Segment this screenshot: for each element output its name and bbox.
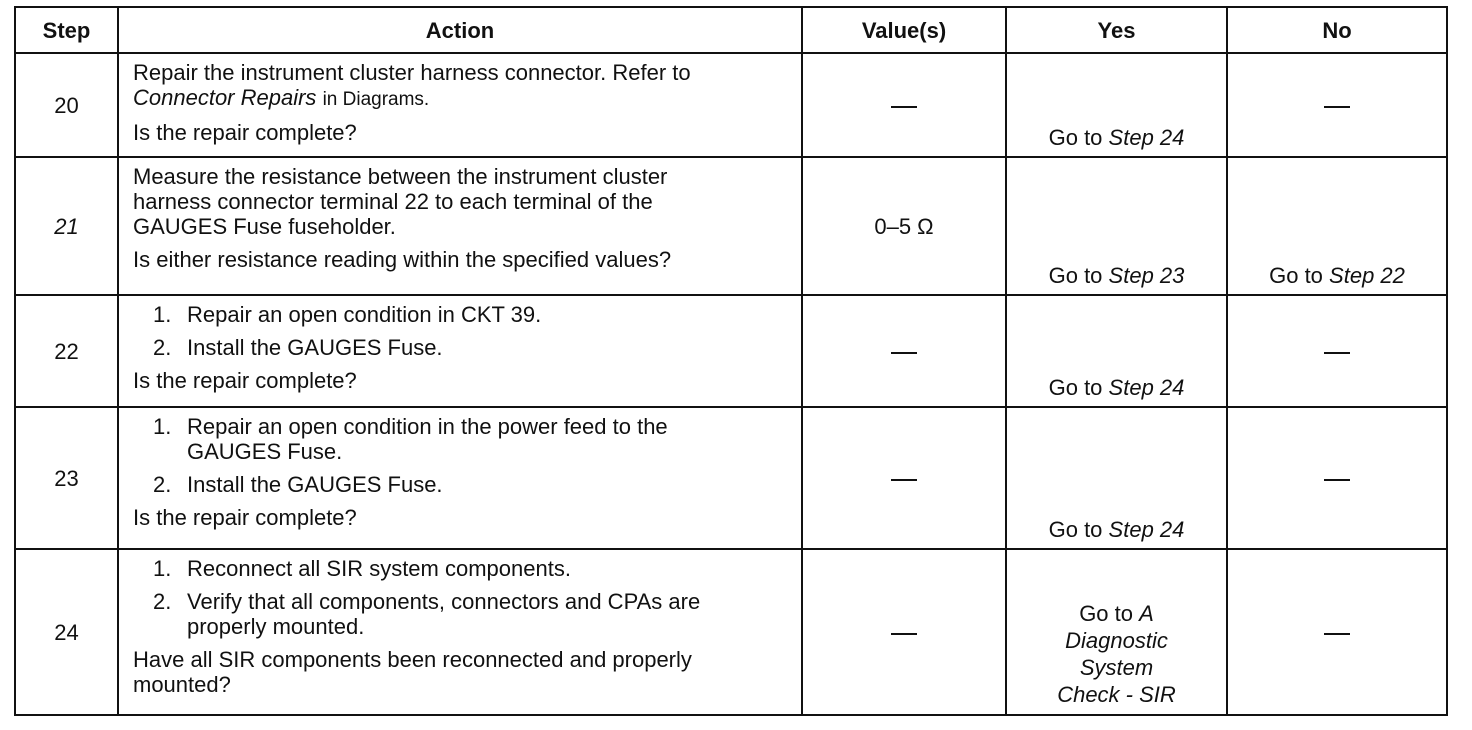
dash	[1324, 352, 1350, 354]
list-item: 1. Repair an open condition in the power feed to the GAUGES Fuse.	[153, 414, 668, 464]
question-text: Is the repair complete?	[133, 505, 357, 530]
table-row-step-21	[15, 157, 1447, 295]
action-cell	[118, 157, 802, 295]
list-item: 2. Verify that all components, connectors and CPAs are properly mounted.	[153, 589, 701, 639]
yes-step-ref: Step 24	[1108, 517, 1185, 542]
yes-text: Go to A Diagnostic System Check - SIR	[1057, 601, 1176, 707]
list-item: 2. Install the GAUGES Fuse.	[153, 472, 443, 497]
step-number: 24	[15, 549, 118, 715]
action-cell	[118, 549, 802, 715]
dash	[1324, 633, 1350, 635]
action-cell	[118, 295, 802, 407]
value-cell: 0–5 Ω	[802, 157, 1006, 295]
diagnostic-table	[14, 6, 1448, 716]
yes-step-ref: Step 23	[1108, 263, 1185, 288]
no-cell	[1227, 295, 1447, 407]
question-text: Is the repair complete?	[133, 120, 357, 145]
header-row	[15, 7, 1447, 53]
step-number: 20	[15, 53, 118, 157]
value-cell	[802, 407, 1006, 549]
dash	[891, 633, 917, 635]
action-cell	[118, 407, 802, 549]
header-action: Action	[118, 7, 802, 53]
yes-step-ref: Step 24	[1108, 375, 1185, 400]
dash	[1324, 106, 1350, 108]
list-item: 2. Install the GAUGES Fuse.	[153, 335, 443, 360]
value-cell	[802, 53, 1006, 157]
value-cell	[802, 549, 1006, 715]
yes-cell: Go to Step 24	[1006, 53, 1227, 157]
dash	[1324, 479, 1350, 481]
step-number: 22	[15, 295, 118, 407]
dash	[891, 106, 917, 108]
question-text: Is either resistance reading within the specified values?	[133, 247, 672, 272]
no-cell	[1227, 549, 1447, 715]
header-step: Step	[15, 7, 118, 53]
step-number: 21	[15, 157, 118, 295]
yes-cell: Go to Step 24	[1006, 295, 1227, 407]
yes-cell	[1006, 549, 1227, 715]
dash	[891, 352, 917, 354]
question-text: Have all SIR components been reconnected and properly mounted?	[133, 647, 692, 697]
reference-link: Connector Repairs	[133, 85, 317, 110]
no-cell	[1227, 53, 1447, 157]
list-item: 1. Reconnect all SIR system components.	[153, 556, 571, 581]
dash	[891, 479, 917, 481]
yes-cell: Go to Step 23	[1006, 157, 1227, 295]
table-row-step-23	[15, 407, 1447, 549]
value-cell	[802, 295, 1006, 407]
list-item: 1. Repair an open condition in CKT 39.	[153, 302, 542, 327]
no-cell	[1227, 407, 1447, 549]
question-text: Is the repair complete?	[133, 368, 357, 393]
header-yes: Yes	[1006, 7, 1227, 53]
yes-step-ref: Step 24	[1108, 125, 1185, 150]
no-step-ref: Step 22	[1329, 263, 1405, 288]
table-row-step-20	[15, 53, 1447, 157]
table-row-step-24	[15, 549, 1447, 715]
header-values: Value(s)	[802, 7, 1006, 53]
header-no: No	[1227, 7, 1447, 53]
action-text: Measure the resistance between the instrument cluster harness connector terminal 22 to each terminal of the GAUGES Fuse fuseholder.	[133, 164, 668, 239]
step-number: 23	[15, 407, 118, 549]
table-row-step-22	[15, 295, 1447, 407]
action-text: Repair the instrument cluster harness connector. Refer to Connector Repairs in Diagrams.	[133, 60, 691, 110]
no-cell: Go to Step 22	[1227, 157, 1447, 295]
yes-cell: Go to Step 24	[1006, 407, 1227, 549]
action-cell	[118, 53, 802, 157]
